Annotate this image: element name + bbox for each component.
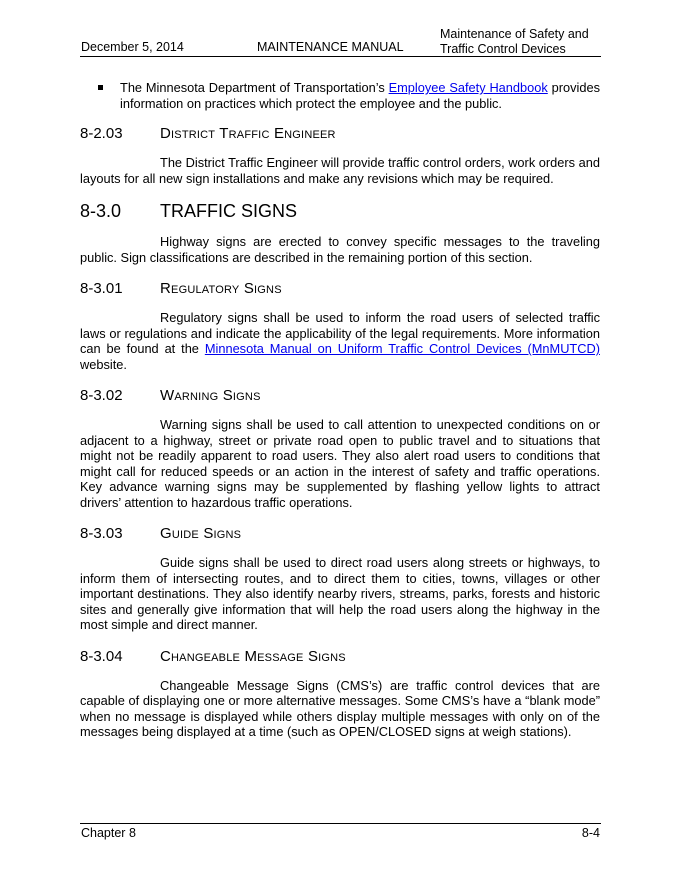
section-title: TRAFFIC SIGNS — [160, 201, 298, 221]
section-number: 8-3.0 — [80, 201, 122, 221]
section-heading-8-3-03 — [80, 525, 600, 543]
section-heading-8-2-03 — [80, 125, 600, 143]
section-heading-8-3-02 — [80, 387, 600, 405]
mnmutcd-link[interactable]: Minnesota Manual on Uniform Traffic Control Devices (MnMUTCD) — [204, 341, 600, 356]
section-number: 8-3.04 — [80, 647, 123, 665]
header-manual-title: MAINTENANCE MANUAL — [257, 40, 404, 54]
header-section-line-2: Traffic Control Devices — [440, 42, 566, 56]
bullet-text-after: provides information on practices which protect the employee and the public. — [120, 80, 600, 111]
section-heading-8-3-04 — [80, 648, 600, 666]
bullet-text-before: The Minnesota Department of Transportation’s — [120, 80, 389, 95]
safety-handbook-bullet — [80, 80, 600, 111]
page-content — [80, 80, 600, 740]
footer-chapter: Chapter 8 — [81, 826, 136, 840]
employee-safety-handbook-link[interactable]: Employee Safety Handbook — [388, 80, 548, 95]
bullet-square-icon — [98, 85, 103, 90]
section-title: District Traffic Engineer — [160, 125, 336, 142]
section-number: 8-3.02 — [80, 387, 123, 404]
section-heading-8-3-01 — [80, 280, 600, 298]
section-heading-8-3-0 — [80, 200, 600, 222]
section-number: 8-2.03 — [80, 125, 123, 142]
regulatory-body-suffix: website. — [80, 356, 127, 372]
section-number: 8-3.01 — [80, 280, 123, 297]
section-title: Guide Signs — [160, 525, 242, 542]
regulatory-body-text: Regulatory signs shall be used to inform the road users of selected traffic laws or regulations and indicate the applicability of the legal requirements. More information can be found at the — [80, 310, 600, 356]
section-body-8-3-03: Guide signs shall be used to direct road users along streets or highways, to inform them of intersecting routes, and to direct them to cities, towns, villages or other important destinations. They also identify nearby rivers, streams, parks, forests and historic sites and generally give information that will help the road users along the highway in the most simple and direct manner. — [80, 555, 600, 632]
section-body-8-3-0: Highway signs are erected to convey specific messages to the traveling public. Sign classifications are described in the remaining portion of this section. — [80, 234, 600, 265]
footer-rule — [80, 823, 601, 824]
header-date: December 5, 2014 — [81, 40, 184, 54]
header-section-line-1: Maintenance of Safety and — [440, 27, 589, 41]
section-body-8-3-04: Changeable Message Signs (CMS’s) are traffic control devices that are capable of displaying one or more alternative messages. Some CMS’s have a “blank mode” when no message is displayed while others display multiple messages with only on of the messages being displayed at a time (such as OPEN/CLOSED signs at weigh stations). — [80, 677, 600, 739]
section-number: 8-3.03 — [80, 525, 123, 542]
section-body-8-3-02: Warning signs shall be used to call attention to unexpected conditions on or adjacent to a highway, street or private road open to public travel and to situations that might not be readily apparent to road users. They also alert road users to conditions that might call for reduced speeds or an action in the interest of safety and traffic operations. Key advance warning signs may be supplemented by flashing yellow lights to attract drivers’ attention to hazardous traffic operations. — [80, 417, 600, 510]
header-rule — [80, 56, 601, 57]
section-title: Regulatory Signs — [160, 280, 282, 297]
section-body-8-2-03: The District Traffic Engineer will provide traffic control orders, work orders and layouts for all new sign installations and make any revisions which may be required. — [80, 155, 600, 186]
footer-page-number: 8-4 — [581, 826, 600, 840]
section-title: Warning Signs — [160, 387, 261, 404]
header-section-title — [440, 27, 589, 57]
section-body-8-3-01 — [80, 310, 600, 372]
section-title: Changeable Message Signs — [160, 647, 346, 665]
